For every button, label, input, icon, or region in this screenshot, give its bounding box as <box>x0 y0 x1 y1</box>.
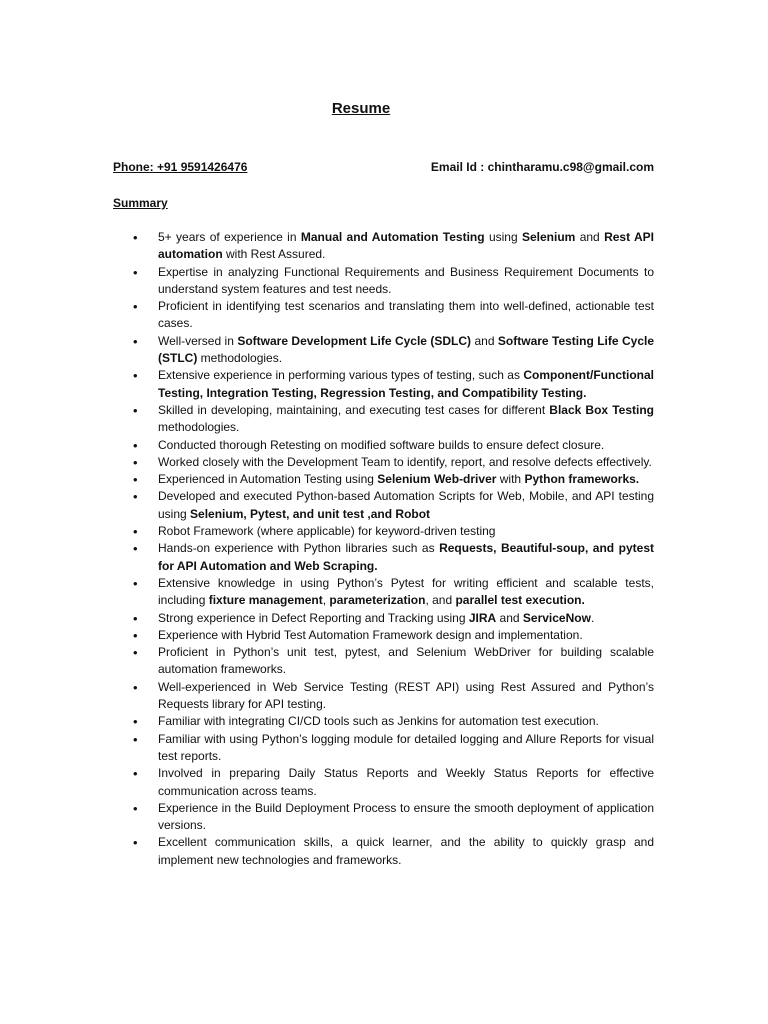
summary-item <box>113 264 654 299</box>
bullet-icon: • <box>133 541 138 557</box>
item-text: methodologies. <box>197 351 283 366</box>
item-text: Proficient in Python’s unit test, pytest, and Selenium WebDriver for building scalable automation frameworks. <box>158 645 654 677</box>
bold-text: parameterization <box>329 593 426 608</box>
bullet-icon: • <box>133 437 138 453</box>
bullet-icon: • <box>133 299 138 315</box>
summary-item <box>113 713 654 730</box>
item-text: Experience with Hybrid Test Automation Framework design and implementation. <box>158 627 583 642</box>
bold-text: fixture management <box>208 593 323 608</box>
item-text: and <box>496 610 523 625</box>
bold-text: Selenium <box>522 230 576 244</box>
bullet-icon: • <box>133 610 138 626</box>
item-text: , and <box>425 593 456 608</box>
summary-item <box>113 402 654 437</box>
item-text: with <box>496 472 525 487</box>
phone-number: Phone: +91 9591426476 <box>113 160 248 174</box>
item-text: Skilled in developing, maintaining, and executing test cases for different <box>158 402 550 417</box>
item-text: Robot Framework (where applicable) for keyword-driven testing <box>158 524 496 539</box>
summary-item <box>113 229 654 264</box>
bullet-icon: • <box>133 835 138 851</box>
item-text: Extensive knowledge in using Python’s Pytest for writing efficient and scalable tests, including <box>158 575 654 608</box>
item-text: Extensive experience in performing various types of testing, such as <box>158 368 524 383</box>
item-text: Developed and executed Python-based Automation Scripts for Web, Mobile, and API testing using <box>158 489 654 521</box>
item-text: Proficient in identifying test scenarios and translating them into well-defined, actionable test cases. <box>158 299 654 331</box>
item-text: using <box>484 230 522 244</box>
bullet-icon: • <box>133 368 138 384</box>
bullet-icon: • <box>133 575 138 591</box>
item-text: Well-experienced in Web Service Testing (REST API) using Rest Assured and Python’s Requests library for API testing. <box>158 679 654 712</box>
bold-text: ServiceNow <box>522 610 591 625</box>
item-text: Involved in preparing Daily Status Reports and Weekly Status Reports for effective communication across teams. <box>158 766 654 798</box>
summary-list <box>113 229 654 869</box>
item-text: Familiar with integrating CI/CD tools such as Jenkins for automation test execution. <box>158 714 599 729</box>
bullet-icon: • <box>133 679 138 695</box>
item-text: Worked closely with the Development Team to identify, report, and resolve defects effectively. <box>158 454 652 469</box>
summary-item <box>113 367 654 402</box>
page-title: Resume <box>331 100 391 117</box>
contact-line <box>113 160 654 174</box>
bold-text: Component/Functional Testing, Integration Testing, Regression Testing, and Compatibility Testing. <box>158 368 654 400</box>
bold-text: Software Testing Life Cycle (STLC) <box>158 333 654 366</box>
bold-text: Manual and Automation Testing <box>300 230 485 244</box>
item-text: and <box>575 230 605 244</box>
summary-item <box>113 471 654 488</box>
item-text: 5+ years of experience in <box>158 230 301 244</box>
item-text: . <box>590 610 595 625</box>
item-text: with Rest Assured. <box>222 247 326 262</box>
item-text: , <box>322 593 330 608</box>
summary-item <box>113 437 654 454</box>
bullet-icon: • <box>133 454 138 470</box>
summary-item <box>113 610 654 627</box>
summary-item <box>113 800 654 835</box>
bullet-icon: • <box>133 714 138 730</box>
bullet-icon: • <box>133 264 138 280</box>
bullet-icon: • <box>133 627 138 643</box>
bullet-icon: • <box>133 230 138 245</box>
bullet-icon: • <box>133 402 138 418</box>
summary-item <box>113 627 654 644</box>
item-text: Experienced in Automation Testing using <box>158 472 378 487</box>
bullet-icon: • <box>133 489 138 505</box>
email-address: Email Id : chintharamu.c98@gmail.com <box>430 160 654 174</box>
bold-text: Selenium Web-driver <box>377 472 497 487</box>
bullet-icon: • <box>133 731 138 747</box>
bullet-icon: • <box>133 766 138 782</box>
summary-item <box>113 298 654 333</box>
item-text: Conducted thorough Retesting on modified software builds to ensure defect closure. <box>158 437 605 452</box>
bold-text: Black Box Testing <box>549 402 655 417</box>
summary-item <box>113 333 654 368</box>
bold-text: Python frameworks. <box>524 472 640 487</box>
summary-item <box>113 575 654 610</box>
item-text: methodologies. <box>158 420 240 435</box>
summary-item <box>113 644 654 679</box>
bold-text: Software Development Life Cycle (SDLC) <box>237 333 472 348</box>
bullet-icon: • <box>133 472 138 488</box>
summary-item <box>113 523 654 540</box>
item-text: Strong experience in Defect Reporting and Tracking using <box>158 610 469 625</box>
item-text: Well-versed in <box>158 333 238 348</box>
summary-item <box>113 679 654 714</box>
bullet-icon: • <box>133 645 138 661</box>
item-text: Hands-on experience with Python libraries such as <box>158 541 440 556</box>
bullet-icon: • <box>133 333 138 349</box>
item-text: and <box>471 333 498 348</box>
summary-item <box>113 454 654 471</box>
summary-item <box>113 834 654 869</box>
item-text: Excellent communication skills, a quick learner, and the ability to quickly grasp and implement new technologies and frameworks. <box>158 835 654 867</box>
summary-heading: Summary <box>113 196 168 210</box>
summary-item <box>113 731 654 766</box>
bullet-icon: • <box>133 524 138 540</box>
bullet-icon: • <box>133 800 138 816</box>
bold-text: Requests, Beautiful-soup, and pytest for API Automation and Web Scraping. <box>158 541 655 573</box>
summary-item <box>113 488 654 523</box>
item-text: Experience in the Build Deployment Process to ensure the smooth deployment of application versions. <box>158 800 654 833</box>
summary-item <box>113 765 654 800</box>
bold-text: Selenium, Pytest, and unit test ,and Robot <box>190 506 431 521</box>
item-text: Expertise in analyzing Functional Requirements and Business Requirement Documents to understand system features and test needs. <box>158 264 654 296</box>
bold-text: JIRA <box>468 610 497 625</box>
summary-item <box>113 540 654 575</box>
bold-text: parallel test execution. <box>455 593 585 608</box>
item-text: Familiar with using Python’s logging module for detailed logging and Allure Reports for visual test reports. <box>158 731 654 763</box>
bold-text: Rest API automation <box>158 230 655 262</box>
